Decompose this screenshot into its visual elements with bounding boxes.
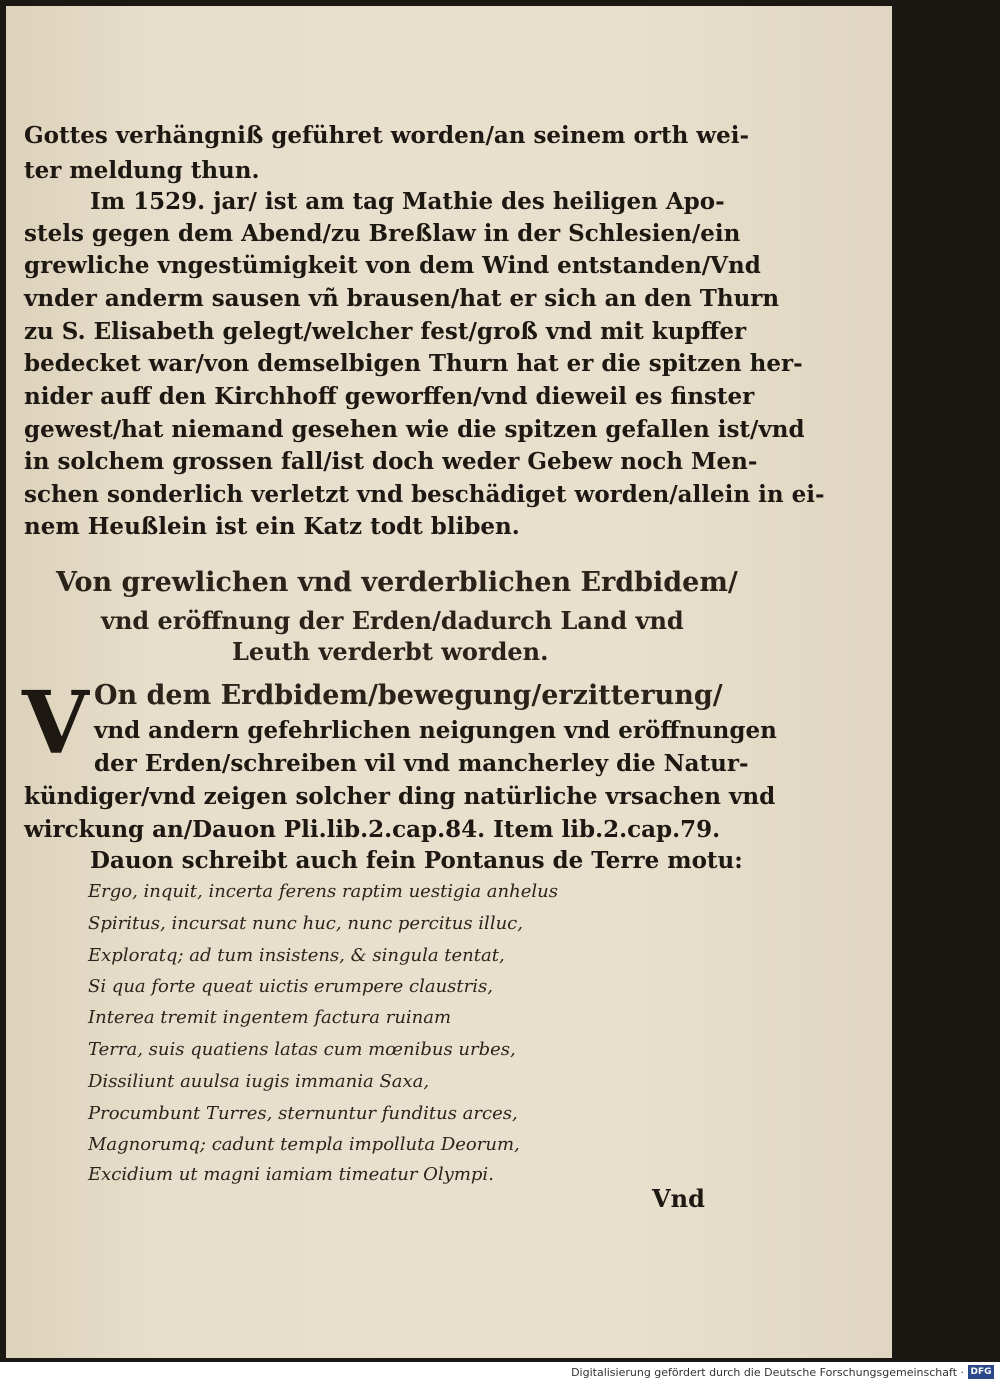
book-page: [6, 6, 892, 1358]
body-line: kündiger/vnd zeigen solcher ding natürliche vrsachen vnd: [24, 783, 776, 810]
latin-verse-line: Ergo, inquit, incerta ferens raptim uestigia anhelus: [88, 881, 558, 902]
latin-verse-line: Spiritus, incursat nunc huc, nunc percitus illuc,: [88, 913, 523, 934]
latin-verse-line: Excidium ut magni iamiam timeatur Olympi.: [88, 1164, 494, 1185]
body-line: wirckung an/Dauon Pli.lib.2.cap.84. Item lib.2.cap.79.: [24, 816, 721, 843]
body-line: nem Heußlein ist ein Katz todt bliben.: [24, 513, 520, 540]
latin-verse-line: Interea tremit ingentem factura ruinam: [88, 1007, 452, 1028]
body-line: Gottes verhängniß geführet worden/an seinem orth wei-: [24, 122, 750, 149]
catchword: Vnd: [652, 1184, 705, 1213]
section-heading-line: Von grewlichen vnd verderblichen Erdbidem/: [56, 567, 738, 598]
body-line: vnd andern gefehrlichen neigungen vnd eröffnungen: [94, 717, 777, 744]
latin-verse-line: Procumbunt Turres, sternuntur funditus arces,: [88, 1103, 518, 1124]
section-first-line: On dem Erdbidem/bewegung/erzitterung/: [94, 680, 723, 711]
latin-verse-line: Terra, suis quatiens latas cum mœnibus urbes,: [88, 1039, 516, 1060]
body-line: in solchem grossen fall/ist doch weder Gebew noch Men-: [24, 448, 758, 475]
body-line: Im 1529. jar/ ist am tag Mathie des heiligen Apo-: [90, 188, 725, 215]
body-line: bedecket war/von demselbigen Thurn hat er die spitzen her-: [24, 350, 803, 377]
body-line: nider auff den Kirchhoff geworffen/vnd dieweil es finster: [24, 383, 755, 410]
funding-notice: Digitalisierung gefördert durch die Deutsche Forschungsgemeinschaft ·: [571, 1366, 964, 1379]
dfg-logo: DFG: [968, 1365, 994, 1379]
body-line: schen sonderlich verletzt vnd beschädiget worden/allein in ei-: [24, 481, 825, 508]
section-heading-line: Leuth verderbt worden.: [232, 637, 549, 666]
body-line: ter meldung thun.: [24, 157, 260, 184]
body-line: zu S. Elisabeth gelegt/welcher fest/groß vnd mit kupffer: [24, 318, 747, 345]
body-line: der Erden/schreiben vil vnd mancherley die Natur-: [94, 750, 749, 777]
body-line: vnder anderm sausen vñ brausen/hat er sich an den Thurn: [24, 285, 780, 312]
latin-verse-line: Si qua forte queat uictis erumpere claustris,: [88, 976, 493, 997]
latin-verse-line: Dissiliunt auulsa iugis immania Saxa,: [88, 1071, 430, 1092]
body-line: grewliche vngestümigkeit von dem Wind entstanden/Vnd: [24, 252, 761, 279]
latin-verse-line: Exploratq; ad tum insistens, & singula tentat,: [88, 945, 505, 966]
section-heading-line: vnd eröffnung der Erden/dadurch Land vnd: [101, 606, 684, 635]
latin-verse-line: Magnorumq; cadunt templa impolluta Deorum,: [88, 1134, 520, 1155]
body-line: Dauon schreibt auch fein Pontanus de Terre motu:: [90, 847, 743, 874]
drop-cap: V: [22, 673, 89, 774]
body-line: stels gegen dem Abend/zu Breßlaw in der Schlesien/ein: [24, 220, 741, 247]
body-line: gewest/hat niemand gesehen wie die spitzen gefallen ist/vnd: [24, 416, 805, 443]
